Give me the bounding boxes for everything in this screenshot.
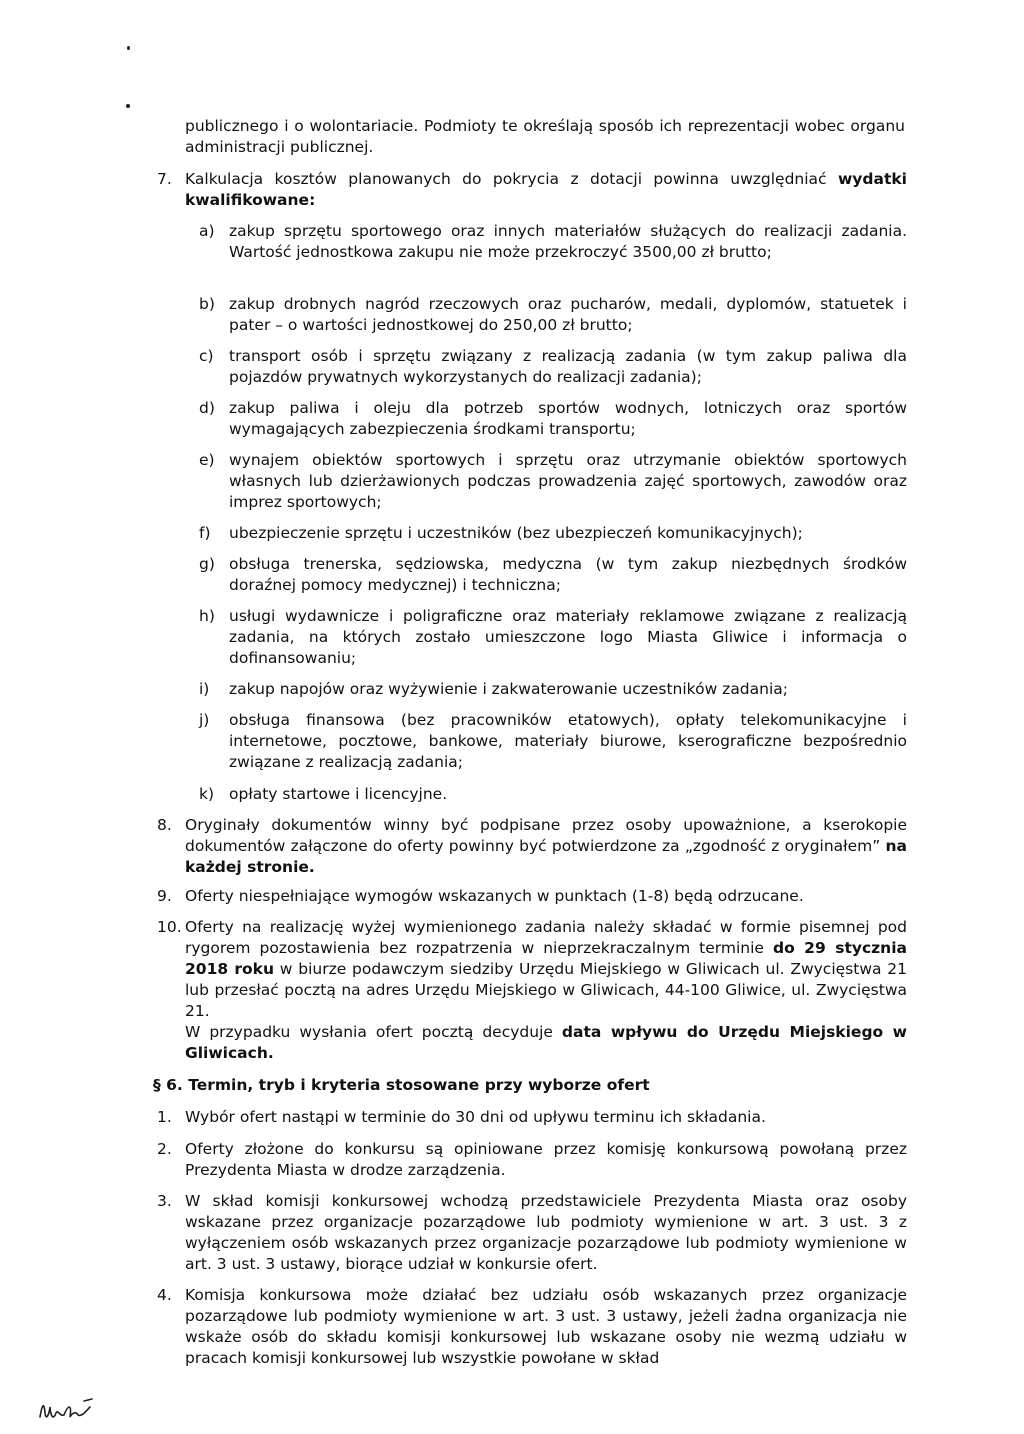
sub-item-letter: g) xyxy=(199,555,215,573)
item-number: 4. xyxy=(157,1286,172,1304)
item-number: 10. xyxy=(157,918,182,936)
list-item-9 xyxy=(157,886,907,907)
section-item-1 xyxy=(157,1107,907,1128)
item-text: Wybór ofert nastąpi w terminie do 30 dni od upływu terminu ich składania. xyxy=(185,1108,766,1126)
item-text: W skład komisji konkursowej wchodzą przedstawiciele Prezydenta Miasta oraz osoby wskazane przez organizacje pozarządowe lub podmioty wymienione w art. 3 ust. 3 z wyłączeniem osób wskazanych przez organizacje pozarządowe lub podmioty wymienione w art. 3 ust. 3 ustawy, biorące udział w konkursie ofert. xyxy=(185,1192,907,1273)
list-item-8 xyxy=(157,815,907,878)
sub-item-text: usługi wydawnicze i poligraficzne oraz materiały reklamowe związane z realizacją zadania, na których zostało umieszczone logo Miasta Gliwice i informacja o dofinansowaniu; xyxy=(229,607,907,667)
sub-item-text: wynajem obiektów sportowych i sprzętu oraz utrzymanie obiektów sportowych własnych lub dzierżawionych podczas prowadzenia zajęć sportowych, zawodów oraz imprez sportowych; xyxy=(229,451,907,511)
sub-item-text: transport osób i sprzętu związany z realizacją zadania (w tym zakup paliwa dla pojazdów prywatnych wykorzystanych do realizacji zadania); xyxy=(229,347,907,386)
sub-item-letter: i) xyxy=(199,680,210,698)
item-text: Oryginały dokumentów winny być podpisane przez osoby upoważnione, a kserokopie dokumentów załączone do oferty powinny być potwierdzone za „zgodność z oryginałem” na każdej stronie. xyxy=(185,816,907,876)
bold-phrase: data wpływu do Urzędu Miejskiego w Gliwicach. xyxy=(185,1023,907,1062)
sub-item-letter: h) xyxy=(199,607,215,625)
bold-phrase: do 29 stycznia 2018 roku xyxy=(185,939,907,978)
list-item-10 xyxy=(157,917,907,1064)
section-heading: § 6. Termin, tryb i kryteria stosowane przy wyborze ofert xyxy=(153,1076,650,1094)
bold-phrase: wydatki kwalifikowane: xyxy=(185,170,907,209)
sub-item-letter: c) xyxy=(199,347,214,365)
item-number: 3. xyxy=(157,1192,172,1210)
sub-item-c xyxy=(199,346,907,388)
intro-paragraph: publicznego i o wolontariacie. Podmioty te określają sposób ich reprezentacji wobec organu administracji publicznej. xyxy=(185,117,905,156)
sub-item-h xyxy=(199,606,907,669)
sub-item-letter: a) xyxy=(199,222,215,240)
section-item-2 xyxy=(157,1139,907,1181)
sub-item-letter: e) xyxy=(199,451,215,469)
bold-phrase: na każdej stronie. xyxy=(185,837,907,876)
sub-item-text: zakup drobnych nagród rzeczowych oraz pucharów, medali, dyplomów, statuetek i pater – o wartości jednostkowej do 250,00 zł brutto; xyxy=(229,295,907,334)
sub-item-text: ubezpieczenie sprzętu i uczestników (bez ubezpieczeń komunikacyjnych); xyxy=(229,524,803,542)
item-number: 7. xyxy=(157,170,172,188)
list-item-7 xyxy=(157,169,907,211)
sub-item-letter: b) xyxy=(199,295,215,313)
sub-item-text: obsługa trenerska, sędziowska, medyczna (w tym zakup niezbędnych środków doraźnej pomocy medycznej) i techniczna; xyxy=(229,555,907,594)
section-item-4 xyxy=(157,1285,907,1369)
sub-item-d xyxy=(199,398,907,440)
sub-item-a xyxy=(199,221,907,263)
sub-item-text: obsługa finansowa (bez pracowników etatowych), opłaty telekomunikacyjne i internetowe, pocztowe, bankowe, materiały biurowe, kserograficzne bezpośrednio związane z realizacją zadania; xyxy=(229,711,907,771)
section-item-3 xyxy=(157,1191,907,1275)
sub-item-f xyxy=(199,523,907,544)
item-number: 2. xyxy=(157,1140,172,1158)
scan-speck xyxy=(127,46,130,50)
sub-item-text: zakup napojów oraz wyżywienie i zakwaterowanie uczestników zadania; xyxy=(229,680,788,698)
item-text: Oferty niespełniające wymogów wskazanych w punktach (1-8) będą odrzucane. xyxy=(185,887,804,905)
sub-item-i xyxy=(199,679,907,700)
sub-item-g xyxy=(199,554,907,596)
sub-item-text: zakup paliwa i oleju dla potrzeb sportów wodnych, lotniczych oraz sportów wymagających zabezpieczenia środkami transportu; xyxy=(229,399,907,438)
handwritten-initials xyxy=(36,1395,116,1425)
sub-item-letter: f) xyxy=(199,524,211,542)
scan-speck xyxy=(126,104,130,108)
item-text: Kalkulacja kosztów planowanych do pokrycia z dotacji powinna uwzględniać wydatki kwalifikowane: xyxy=(185,170,907,209)
sub-item-letter: j) xyxy=(199,711,210,729)
sub-item-text: opłaty startowe i licencyjne. xyxy=(229,785,448,803)
item-number: 8. xyxy=(157,816,172,834)
item-number: 9. xyxy=(157,887,172,905)
item-text: Komisja konkursowa może działać bez udziału osób wskazanych przez organizacje pozarządowe lub podmioty wymienione w art. 3 ust. 3 ustawy, jeżeli żadna organizacja nie wskaże osób do składu komisji konkursowej lub wskazane osoby nie wezmą udziału w pracach komisji konkursowej lub wszystkie powołane w skład xyxy=(185,1286,907,1367)
item-text: Oferty na realizację wyżej wymienionego zadania należy składać w formie pisemnej pod rygorem pozostawienia bez rozpatrzenia w nieprzekraczalnym terminie do 29 stycznia 2018 roku w biurze podawczym siedziby Urzędu Miejskiego w Gliwicach ul. Zwycięstwa 21 lub przesłać pocztą na adres Urzędu Miejskiego w Gliwicach, 44-100 Gliwice, ul. Zwycięstwa 21. W przypadku wysłania ofert pocztą decyduje data wpływu do Urzędu Miejskiego w Gliwicach. xyxy=(185,918,907,1062)
sub-item-letter: k) xyxy=(199,785,215,803)
item-text: Oferty złożone do konkursu są opiniowane przez komisję konkursową powołaną przez Prezydenta Miasta w drodze zarządzenia. xyxy=(185,1140,907,1179)
sub-item-text: zakup sprzętu sportowego oraz innych materiałów służących do realizacji zadania. Wartość jednostkowa zakupu nie może przekroczyć 3500,00 zł brutto; xyxy=(229,222,907,261)
sub-item-e xyxy=(199,450,907,513)
item-number: 1. xyxy=(157,1108,172,1126)
sub-item-b xyxy=(199,294,907,336)
sub-item-k xyxy=(199,784,907,805)
sub-item-j xyxy=(199,710,907,773)
sub-item-letter: d) xyxy=(199,399,215,417)
